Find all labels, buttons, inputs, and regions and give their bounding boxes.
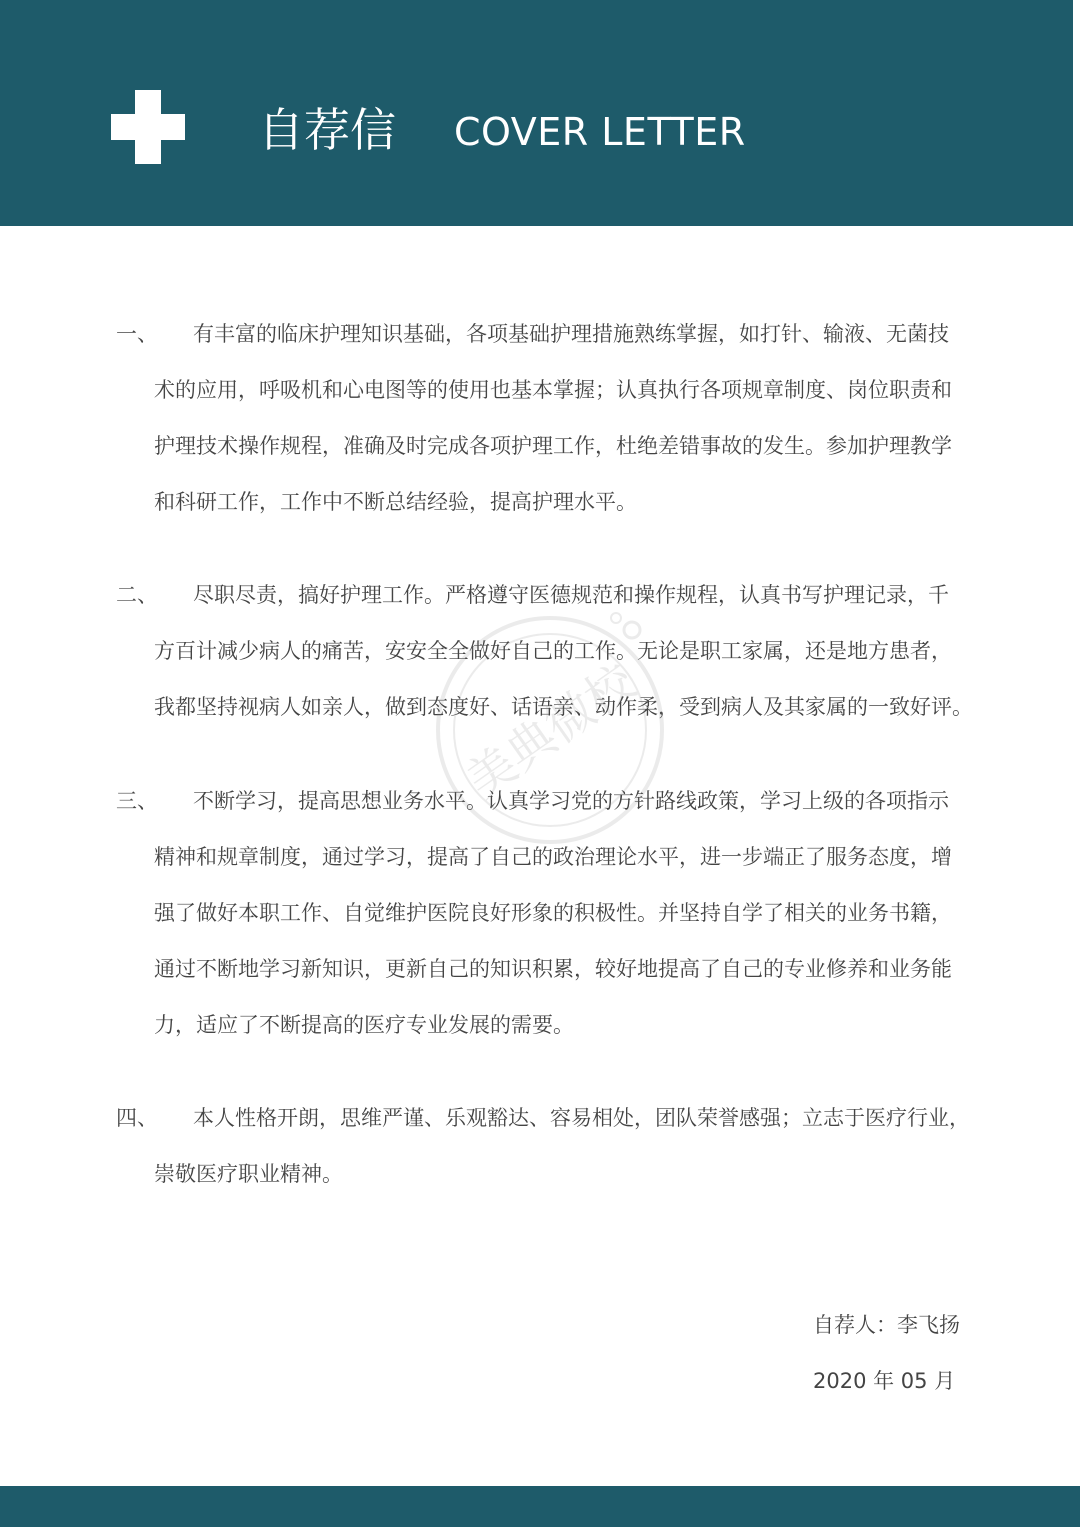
section-marker: 三、 bbox=[116, 789, 158, 813]
signature-name: 自荐人：李飞扬 bbox=[813, 1313, 960, 1337]
paragraph-line: 有丰富的临床护理知识基础，各项基础护理措施熟练掌握，如打针、输液、无菌技 bbox=[193, 322, 949, 346]
paragraph-line: 术的应用，呼吸机和心电图等的使用也基本掌握；认真执行各项规章制度、岗位职责和 bbox=[154, 378, 952, 402]
paragraph-line: 通过不断地学习新知识，更新自己的知识积累，较好地提高了自己的专业修养和业务能 bbox=[154, 957, 952, 981]
section-marker: 二、 bbox=[116, 583, 158, 607]
paragraph-line: 我都坚持视病人如亲人，做到态度好、话语亲、动作柔，受到病人及其家属的一致好评。 bbox=[154, 695, 973, 719]
paragraph-line: 护理技术操作规程，准确及时完成各项护理工作，杜绝差错事故的发生。参加护理教学 bbox=[154, 434, 952, 458]
watermark-text: 美典微校 bbox=[456, 653, 646, 810]
paragraph-line: 崇敬医疗职业精神。 bbox=[154, 1162, 343, 1186]
paragraph-line: 和科研工作，工作中不断总结经验，提高护理水平。 bbox=[154, 490, 637, 514]
paragraph-line: 方百计减少病人的痛苦，安安全全做好自己的工作。无论是职工家属，还是地方患者， bbox=[154, 639, 952, 663]
paragraph-line: 本人性格开朗，思维严谨、乐观豁达、容易相处，团队荣誉感强；立志于医疗行业， bbox=[193, 1106, 970, 1130]
paragraph-line: 力，适应了不断提高的医疗专业发展的需要。 bbox=[154, 1013, 574, 1037]
page-subtitle: COVER LETTER bbox=[454, 110, 746, 154]
section-marker: 一、 bbox=[116, 322, 158, 346]
footer-bar bbox=[0, 1486, 1080, 1527]
header-banner bbox=[0, 0, 1073, 226]
medical-cross-icon bbox=[111, 90, 185, 164]
paragraph-line: 不断学习，提高思想业务水平。认真学习党的方针路线政策，学习上级的各项指示 bbox=[193, 789, 949, 813]
paragraph-line: 精神和规章制度，通过学习，提高了自己的政治理论水平，进一步端正了服务态度，增 bbox=[154, 845, 952, 869]
paragraph-line: 强了做好本职工作、自觉维护医院良好形象的积极性。并坚持自学了相关的业务书籍， bbox=[154, 901, 952, 925]
signature-date: 2020 年 05 月 bbox=[813, 1369, 956, 1393]
paragraph-line: 尽职尽责，搞好护理工作。严格遵守医德规范和操作规程，认真书写护理记录，千 bbox=[193, 583, 949, 607]
watermark-stamp-icon bbox=[420, 600, 680, 860]
page-title: 自荐信 bbox=[258, 103, 396, 157]
section-marker: 四、 bbox=[116, 1106, 158, 1130]
